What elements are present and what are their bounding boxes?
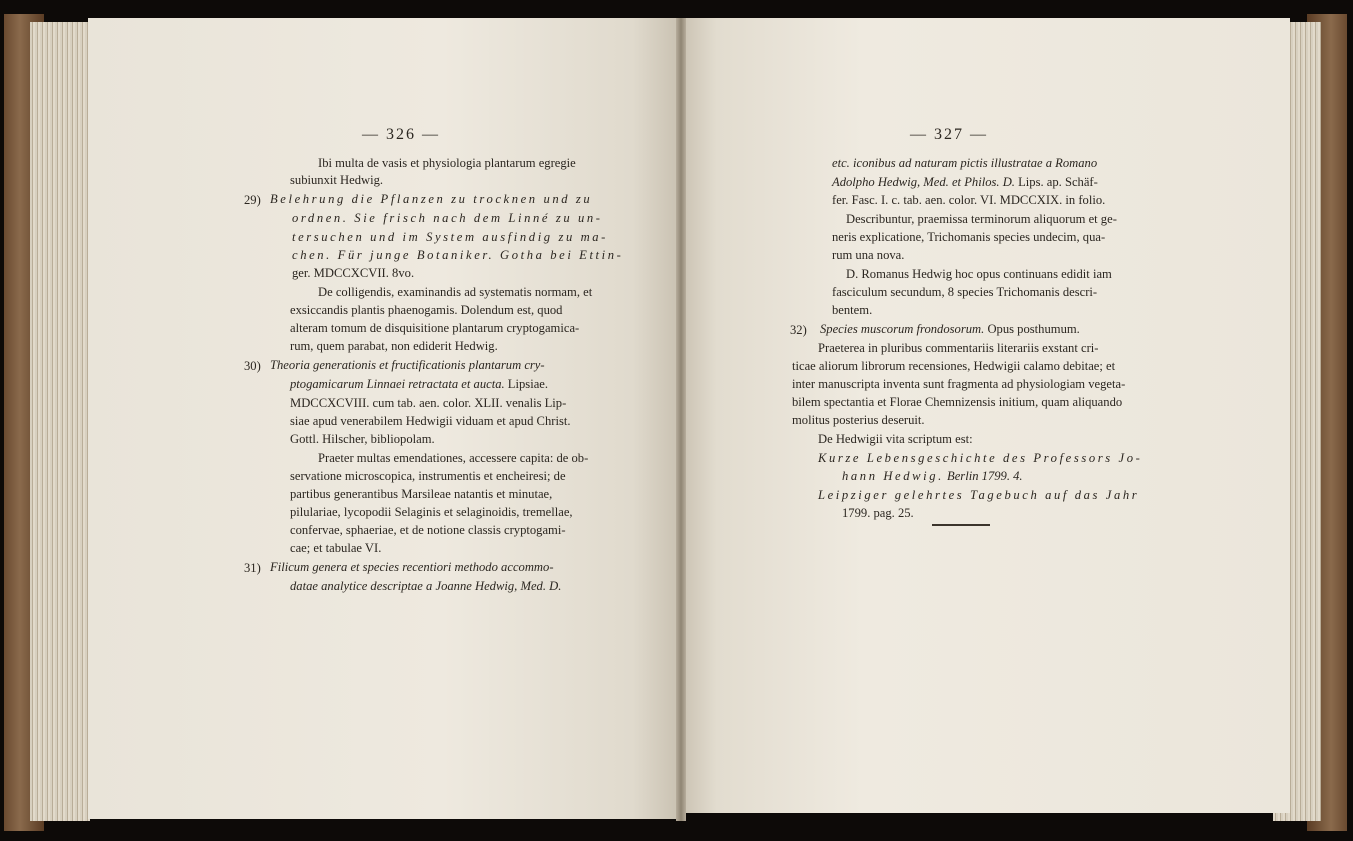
entry-title-line-wrap: [832, 176, 1098, 189]
entry-imprint: ger. MDCCXCVII. 8vo.: [292, 266, 415, 280]
page-header-right: — 327 —: [910, 126, 988, 143]
entry-title-line: datae analytice descriptae a Joanne Hedwig, Med. D.: [290, 579, 562, 593]
text-line: fasciculum secundum, 8 species Trichomanis descri-: [832, 285, 1098, 299]
text-line: Praeter multas emendationes, accessere capita: de ob-: [318, 451, 589, 465]
text-line: partibus generantibus Marsileae natantis et minutae,: [290, 487, 553, 501]
text-line: ticae aliorum librorum recensiones, Hedwigii calamo debitae; et: [792, 359, 1116, 373]
entry-title-line: etc. iconibus ad naturam pictis illustratae a Romano: [832, 156, 1098, 170]
text-line: exsiccandis plantis phaenogamis. Dolendum est, quod: [290, 303, 563, 317]
text-line: Describuntur, praemissa terminorum aliquorum et ge-: [846, 212, 1117, 226]
text-line: servatione microscopica, instrumentis et encheiresi; de: [290, 469, 566, 483]
text-line: De colligendis, examinandis ad systematis normam, et: [318, 285, 593, 299]
text-line: subiunxit Hedwig.: [290, 173, 384, 187]
page-edges-left: [30, 22, 90, 821]
text-line: neris explicatione, Trichomanis species undecim, qua-: [832, 230, 1106, 244]
entry-title-text: Adolpho Hedwig, Med. et Philos. D.: [832, 175, 1015, 189]
text-line: confervae, sphaeriae, et de notione classis cryptogami-: [290, 523, 566, 537]
vita-title-line-wrap: [842, 470, 1023, 483]
vita-title-tail: Berlin 1799. 4.: [943, 469, 1023, 483]
entry-imprint: fer. Fasc. I. c. tab. aen. color. VI. MDCCXIX. in folio.: [832, 193, 1106, 207]
entry-title-tail: Opus posthumum.: [984, 322, 1080, 336]
entry-title-line: Belehrung die Pflanzen zu trocknen und zu: [270, 192, 593, 206]
entry-title-line: tersuchen und im System ausfindig zu ma-: [292, 230, 608, 244]
vita-title-text: hann Hedwig.: [842, 469, 944, 483]
text-line: molitus posterius deseruit.: [792, 413, 925, 427]
page-header-left: — 326 —: [362, 126, 440, 143]
entry-number: 31): [244, 561, 261, 575]
entry-title-line: ordnen. Sie frisch nach dem Linné zu un-: [292, 211, 603, 225]
vita-title-line: Leipziger gelehrtes Tagebuch auf das Jahr: [818, 488, 1140, 502]
entry-imprint: Gottl. Hilscher, bibliopolam.: [290, 432, 435, 446]
text-line: alteram tomum de disquisitione plantarum cryptogamica-: [290, 321, 580, 335]
text-line: rum, quem parabat, non ediderit Hedwig.: [290, 339, 498, 353]
text-line: pilulariae, lycopodii Selaginis et selaginoidis, tremellae,: [290, 505, 573, 519]
entry-title-tail: Lipsiae.: [504, 377, 549, 391]
entry-imprint: siae apud venerabilem Hedwigii viduam et apud Christ.: [290, 414, 571, 428]
text-line: bilem spectantia et Florae Chemnizensis initium, quam aliquando: [792, 395, 1123, 409]
entry-imprint: MDCCXCVIII. cum tab. aen. color. XLII. venalis Lip-: [290, 396, 567, 410]
entry-number: 29): [244, 193, 261, 207]
entry-title-line: chen. Für junge Botaniker. Gotha bei Ettin-: [292, 248, 624, 262]
entry-number: 32): [790, 323, 807, 337]
text-line: Ibi multa de vasis et physiologia plantarum egregie: [318, 156, 576, 170]
vita-title-line: Kurze Lebensgeschichte des Professors Jo-: [818, 451, 1143, 465]
entry-title-line: Filicum genera et species recentiori methodo accommo-: [270, 560, 554, 574]
section-end-rule: [932, 524, 990, 526]
text-line: bentem.: [832, 303, 873, 317]
entry-title-line-wrap: [820, 323, 1080, 336]
entry-title-text: Species muscorum frondosorum.: [820, 322, 985, 336]
text-line: rum una nova.: [832, 248, 905, 262]
text-line: De Hedwigii vita scriptum est:: [818, 432, 973, 446]
entry-number: 30): [244, 359, 261, 373]
text-line: Praeterea in pluribus commentariis literariis exstant cri-: [818, 341, 1099, 355]
entry-title-tail: Lips. ap. Schäf-: [1014, 175, 1098, 189]
entry-title-line: Theoria generationis et fructificationis plantarum cry-: [270, 358, 545, 372]
book-gutter: [676, 18, 686, 821]
entry-title-text: ptogamicarum Linnaei retractata et aucta.: [290, 377, 505, 391]
text-line: cae; et tabulae VI.: [290, 541, 382, 555]
text-line: inter manuscripta inventa sunt fragmenta ad physiologiam vegeta-: [792, 377, 1126, 391]
text-line: D. Romanus Hedwig hoc opus continuans edidit iam: [846, 267, 1112, 281]
vita-title-tail: 1799. pag. 25.: [842, 506, 914, 520]
entry-title-line-wrap: [290, 378, 548, 391]
